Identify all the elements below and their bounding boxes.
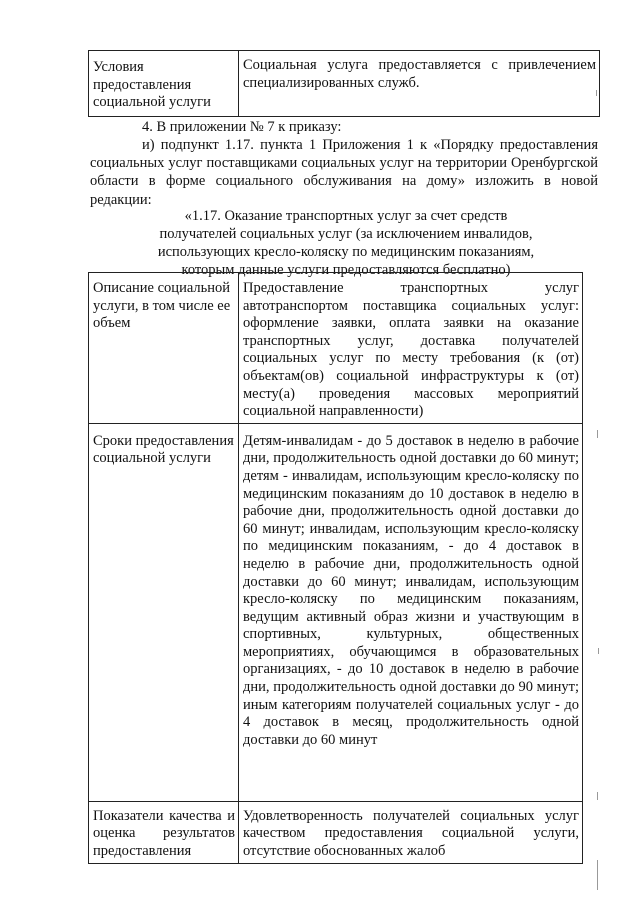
- section-heading: [108, 207, 584, 279]
- top-conditions-table: [88, 50, 600, 117]
- scan-mark: [596, 90, 597, 96]
- quality-label-cell: [89, 801, 239, 863]
- sub-paragraph-text: и) подпункт 1.17. пункта 1 Приложения 1 к «Порядку предоставления социальных услуг поставщиками социальных услуг на территории Оренбургской области в форме социального обслуживания на дому» изложить в новой редакции:: [90, 137, 598, 208]
- heading-line-1: «1.17. Оказание транспортных услуг за счет средств: [184, 208, 508, 224]
- terms-value-cell: [239, 423, 583, 801]
- table-row: [89, 801, 583, 863]
- heading-line-2: получателей социальных услуг (за исключением инвалидов,: [159, 226, 533, 242]
- table-row: [89, 51, 600, 117]
- table-row: [89, 273, 583, 424]
- transport-service-table: [88, 272, 583, 864]
- sub-paragraph: [90, 136, 598, 209]
- heading-line-4: которым данные услуги предоставляются бесплатно): [181, 262, 511, 278]
- description-value: Предоставление транспортных услуг автотранспортом поставщика социальных услуг: оформление заявки, оплата заявки на оказание транспортных услуг, доставка получателей социальных услуг по месту требования (к (от) объектам(ов) социальной инфраструктуры к (от) месту(а) проведения массовых мероприятий социальной направленности): [243, 280, 579, 420]
- description-label-cell: [89, 273, 239, 424]
- quality-value-cell: [239, 801, 583, 863]
- terms-value: Детям-инвалидам - до 5 доставок в неделю в рабочие дни, продолжительность одной доставки до 60 минут; детям - инвалидам, использующим кресло-коляску по медицинским показаниям до 10 доставок в неделю в рабочие дни, продолжительность одной доставки до 60 минут; инвалидам, использующим кресло-коляску по медицинским показаниям, - до 4 доставок в неделю в рабочие дни, продолжительность одной доставки до 60 минут; инвалидам, использующим кресло-коляску по медицинским показаниям, ведущим активный образ жизни и участвующим в спортивных, культурных, общественных мероприятиях, обучающимся в образовательных организациях, - до 10 доставок в неделю в рабочие дни, продолжительность одной доставки до 90 минут; иным категориям получателей социальных услуг - до 4 доставок в месяц, продолжительность одной доставки до 60 минут: [243, 432, 579, 748]
- conditions-label: Условия предоставления социальной услуги: [93, 59, 211, 111]
- scan-mark: [597, 792, 598, 800]
- terms-label: Сроки предоставления социальной услуги: [93, 432, 234, 467]
- scan-mark: [597, 430, 598, 438]
- item-line: 4. В приложении № 7 к приказу:: [142, 119, 342, 135]
- conditions-value: Социальная услуга предоставляется с привлечением специализированных служб.: [243, 57, 596, 91]
- quality-label: Показатели качества и оценка результатов предоставления: [93, 807, 235, 859]
- conditions-label-cell: [89, 51, 239, 117]
- scan-mark: [597, 860, 598, 890]
- terms-label-cell: [89, 423, 239, 801]
- conditions-value-cell: [239, 51, 600, 117]
- quality-value: Удовлетворенность получателей социальных услуг качеством предоставления социальной услуги, отсутствие обоснованных жалоб: [243, 807, 579, 859]
- description-value-cell: [239, 273, 583, 424]
- scan-mark: [598, 648, 599, 654]
- description-label: Описание социальной услуги, в том числе ее объем: [93, 280, 231, 332]
- heading-line-3: использующих кресло-коляску по медицинским показаниям,: [157, 244, 535, 260]
- table-row: [89, 423, 583, 801]
